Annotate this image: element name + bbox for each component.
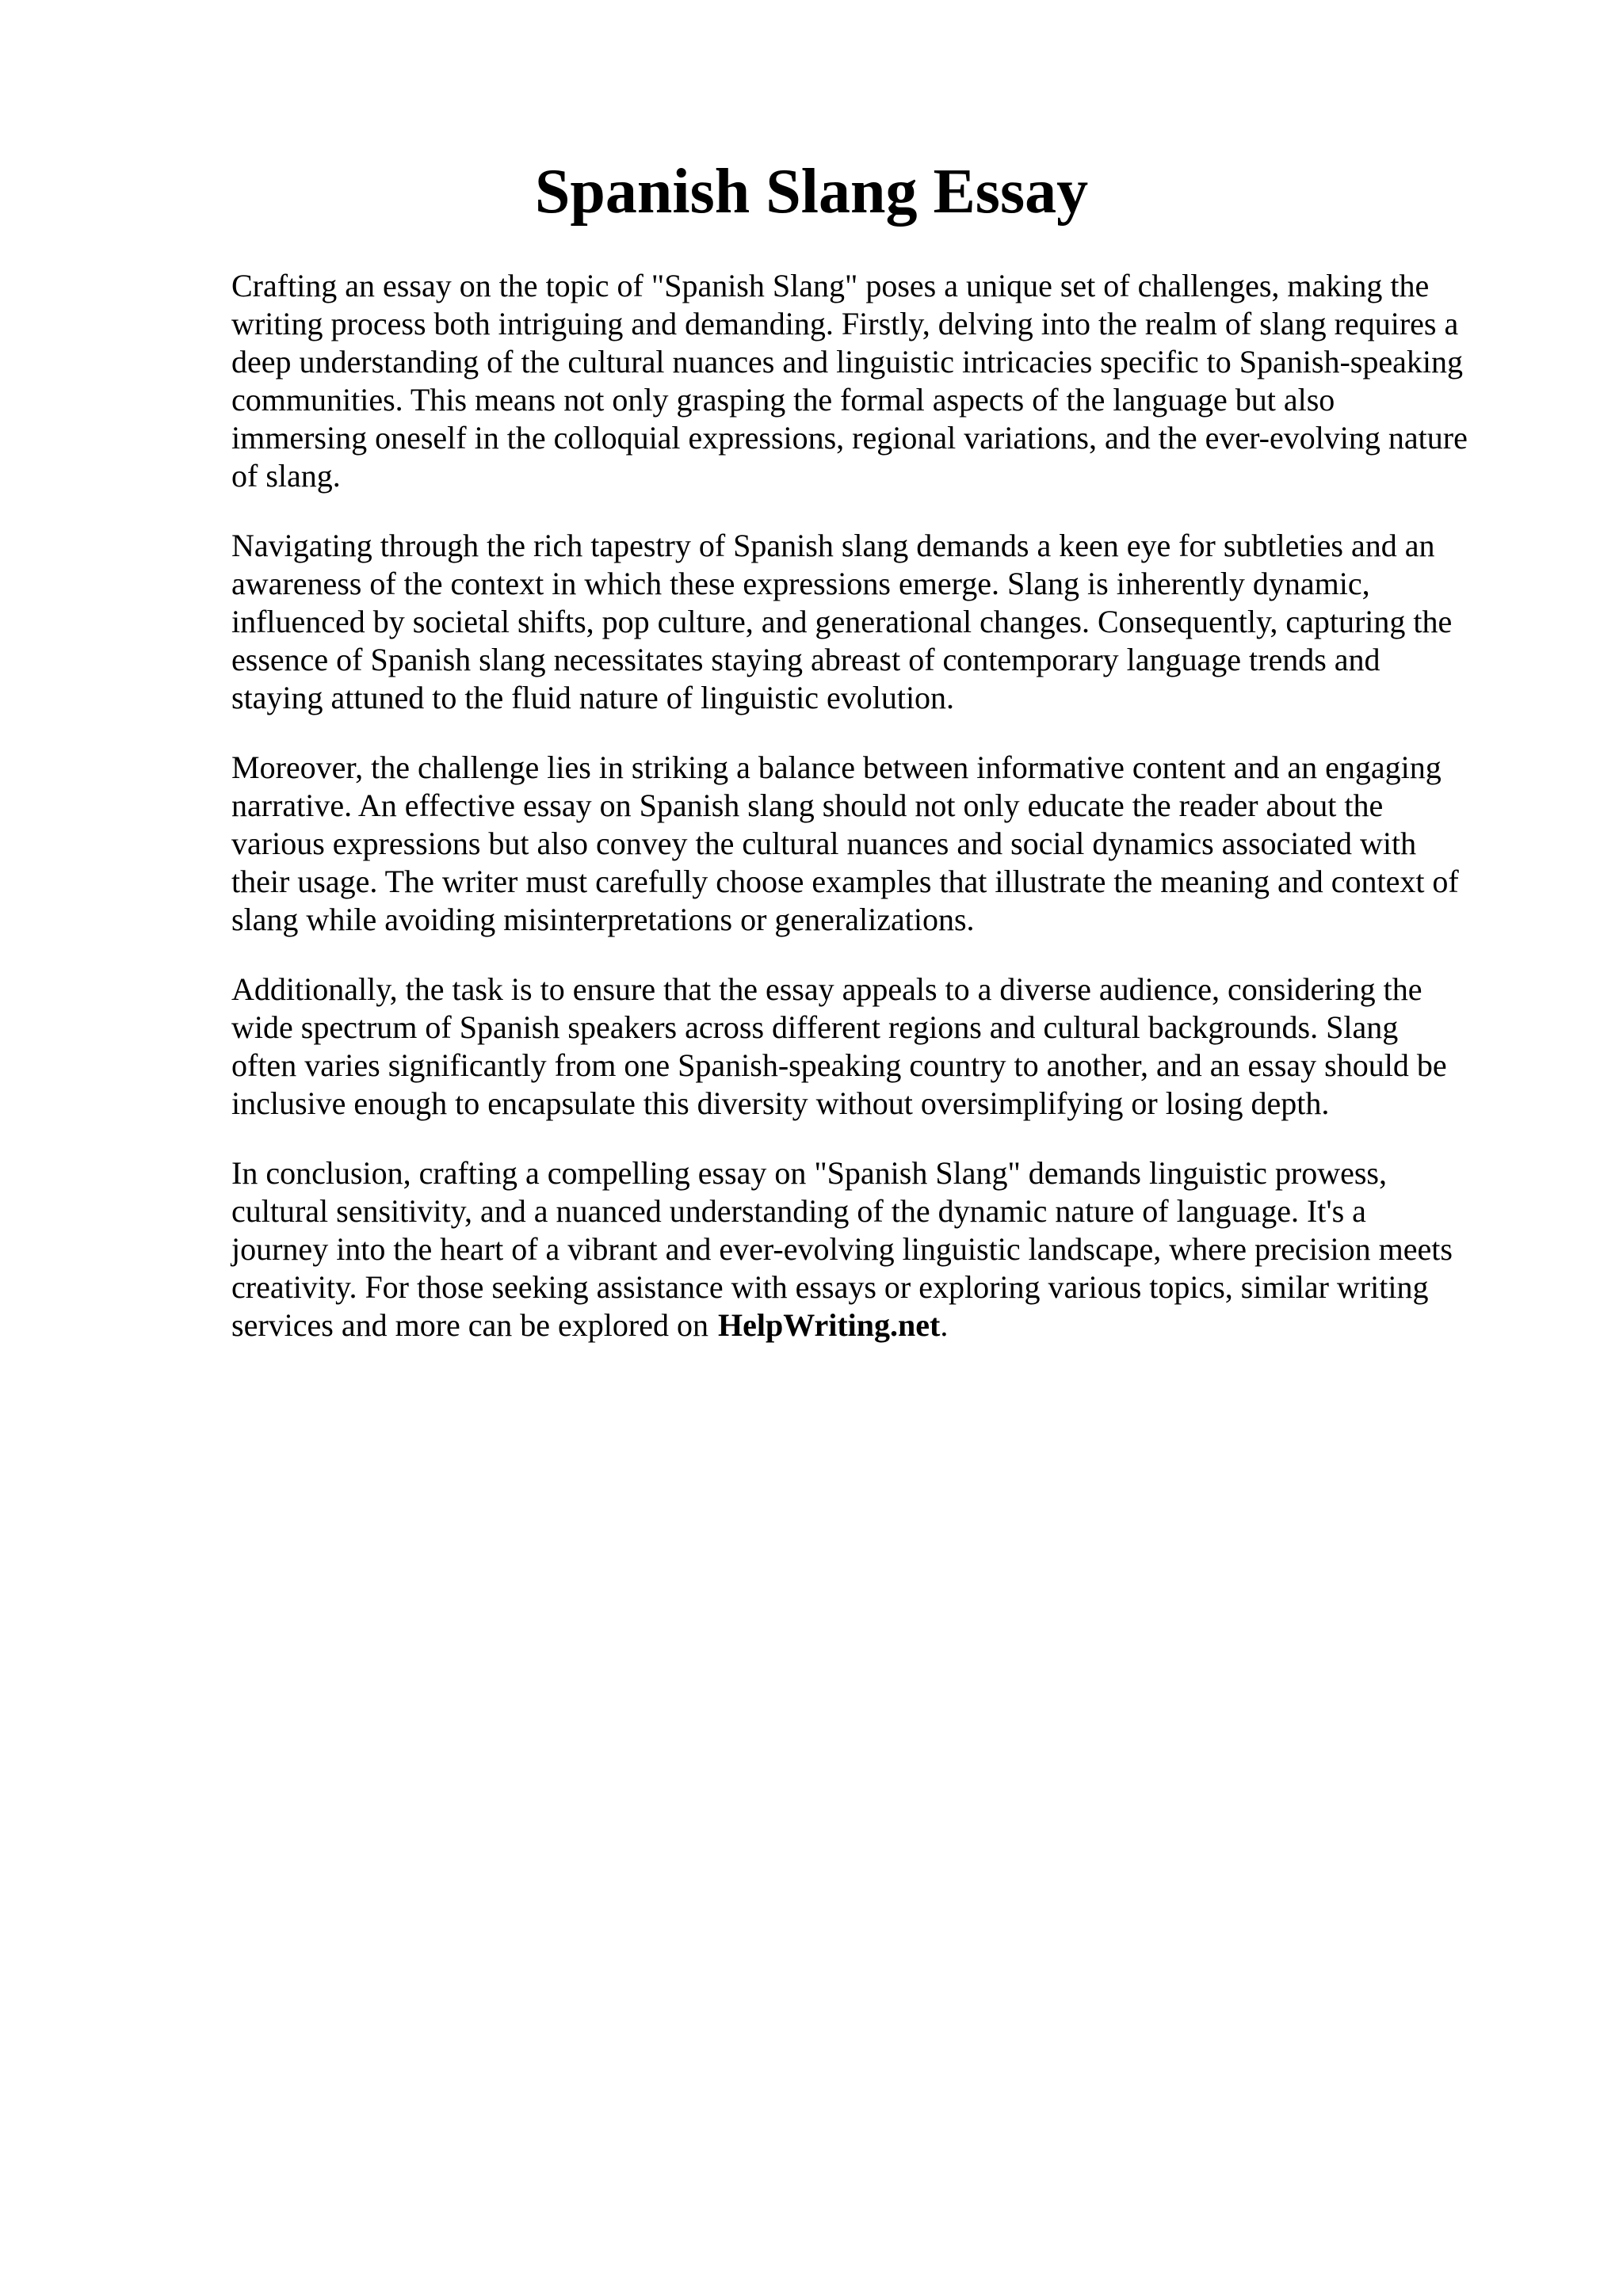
text-line: immersing oneself in the colloquial expressions, regional variations, and the ever-evolving nature [231, 420, 1468, 456]
text-line: cultural sensitivity, and a nuanced understanding of the dynamic nature of language. It's a [231, 1193, 1366, 1229]
text-line: essence of Spanish slang necessitates staying abreast of contemporary language trends and [231, 642, 1381, 677]
text-line: journey into the heart of a vibrant and ever-evolving linguistic landscape, where precision meets [231, 1231, 1453, 1267]
paragraph-4 [231, 971, 1523, 1123]
closing-text: services and more can be explored on [231, 1307, 708, 1343]
text-line: In conclusion, crafting a compelling essay on "Spanish Slang" demands linguistic prowess, [231, 1155, 1387, 1191]
text-line: influenced by societal shifts, pop culture, and generational changes. Consequently, capturing the [231, 604, 1453, 639]
document-body [231, 267, 1523, 1376]
closing-line [231, 1306, 1523, 1344]
text-line: writing process both intriguing and demanding. Firstly, delving into the realm of slang requires a [231, 306, 1459, 341]
paragraph-2 [231, 527, 1523, 717]
text-line: various expressions but also convey the cultural nuances and social dynamics associated with [231, 826, 1417, 861]
text-line: communities. This means not only grasping the formal aspects of the language but also [231, 382, 1335, 418]
text-line: awareness of the context in which these expressions emerge. Slang is inherently dynamic, [231, 566, 1370, 601]
text-line: narrative. An effective essay on Spanish slang should not only educate the reader about the [231, 788, 1384, 823]
text-line: wide spectrum of Spanish speakers across different regions and cultural backgrounds. Slang [231, 1009, 1399, 1045]
text-line: their usage. The writer must carefully choose examples that illustrate the meaning and context of [231, 864, 1459, 899]
text-line: Navigating through the rich tapestry of Spanish slang demands a keen eye for subtleties and an [231, 528, 1435, 563]
text-line: of slang. [231, 458, 341, 494]
text-line: often varies significantly from one Spanish-speaking country to another, and an essay should be [231, 1047, 1447, 1083]
text-line: Additionally, the task is to ensure that the essay appeals to a diverse audience, considering the [231, 971, 1423, 1007]
paragraph-1 [231, 267, 1523, 495]
text-line: inclusive enough to encapsulate this diversity without oversimplifying or losing depth. [231, 1085, 1330, 1121]
text-line: staying attuned to the fluid nature of linguistic evolution. [231, 680, 955, 715]
text-line: deep understanding of the cultural nuances and linguistic intricacies specific to Spanish-speaking [231, 344, 1463, 379]
helpwriting-link[interactable]: HelpWriting.net [717, 1307, 941, 1343]
document-title: Spanish Slang Essay [534, 157, 1089, 227]
text-line: Crafting an essay on the topic of "Spanish Slang" poses a unique set of challenges, making the [231, 268, 1430, 303]
closing-period: . [940, 1307, 949, 1343]
text-line: creativity. For those seeking assistance with essays or exploring various topics, similar writing [231, 1269, 1429, 1305]
paragraph-5 [231, 1154, 1523, 1344]
text-line: Moreover, the challenge lies in striking a balance between informative content and an engaging [231, 749, 1442, 785]
paragraph-3 [231, 749, 1523, 939]
text-line: slang while avoiding misinterpretations or generalizations. [231, 902, 975, 937]
